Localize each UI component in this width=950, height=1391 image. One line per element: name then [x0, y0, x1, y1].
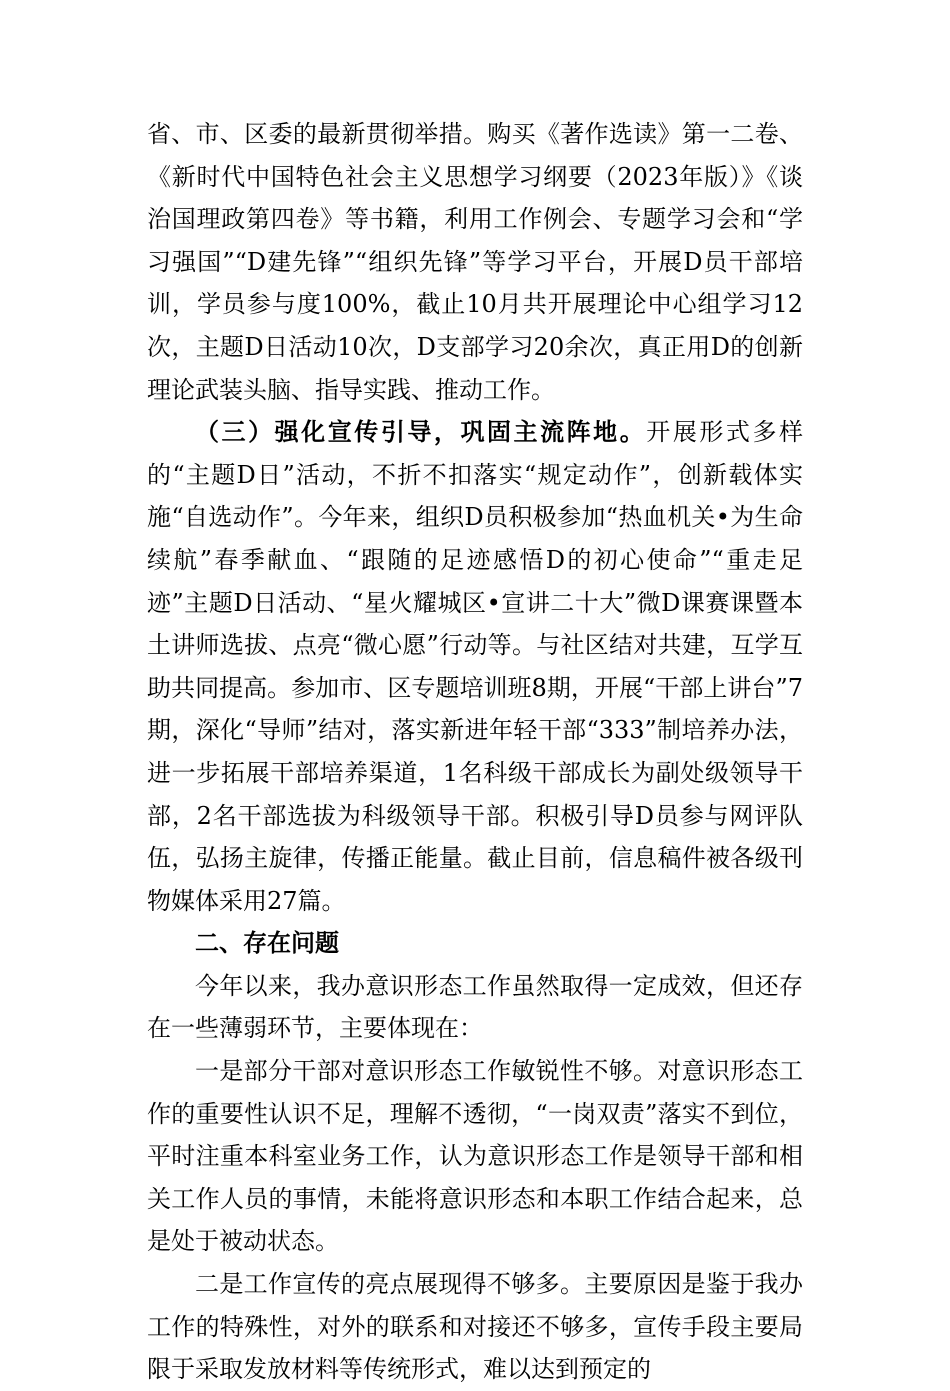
paragraph-body-text: 开展形式多样的“主题D日”活动，不折不扣落实“规定动作”，创新载体实施“自选动作”。今年来，组织D员积极参加“热血机关•为生命续航”春季献血、“跟随的足迹感悟D的初心使命”“重走足迹”主题D日活动、“星火耀城区•宣讲二十大”微D课赛课暨本土讲师选拔、点亮“微心愿”行动等。与社区结对共建，互学互助共同提高。参加市、区专题培训班8期，开展“干部上讲台”7期，深化“导师”结对，落实新进年轻干部“333”制培养办法，进一步拓展干部培养渠道，1名科级干部成长为副处级领导干部，2名干部选拔为科级领导干部。积极引导D员参与网评队伍，弘扬主旋律，传播正能量。截止目前，信息稿件被各级刊物媒体采用27篇。 [147, 418, 804, 915]
paragraph-problem-one: 一是部分干部对意识形态工作敏锐性不够。对意识形态工作的重要性认识不足，理解不透彻，“一岗双责”落实不到位，平时注重本科室业务工作，认为意识形态工作是领导干部和相关工作人员的事情，未能将意识形态和本职工作结合起来，总是处于被动状态。 [147, 1057, 803, 1256]
section-heading-existing-problems: 二、存在问题 [195, 929, 339, 958]
paragraph-problem-two: 二是工作宣传的亮点展现得不够多。主要原因是鉴于我办工作的特殊性，对外的联系和对接还不够多，宣传手段主要局限于采取发放材料等传统形式，难以达到预定的 [147, 1270, 803, 1384]
paragraph-lead-heading: （三）强化宣传引导，巩固主流阵地。 [195, 417, 647, 447]
paragraph-publicity-guidance [147, 411, 803, 922]
paragraph-continuation: 省、市、区委的最新贯彻举措。购买《著作选读》第一二卷、《新时代中国特色社会主义思想学习纲要（2023年版）》《谈治国理政第四卷》等书籍，利用工作例会、专题学习会和“学习强国”“D建先锋”“组织先锋”等学习平台，开展D员干部培训，学员参与度100%，截止10月共开展理论中心组学习12次，主题D日活动10次，D支部学习20余次，真正用D的创新理论武装头脑、指导实践、推动工作。 [147, 120, 803, 404]
paragraph-problems-intro: 今年以来，我办意识形态工作虽然取得一定成效，但还存在一些薄弱环节，主要体现在： [147, 971, 803, 1043]
document-body [147, 113, 803, 1391]
